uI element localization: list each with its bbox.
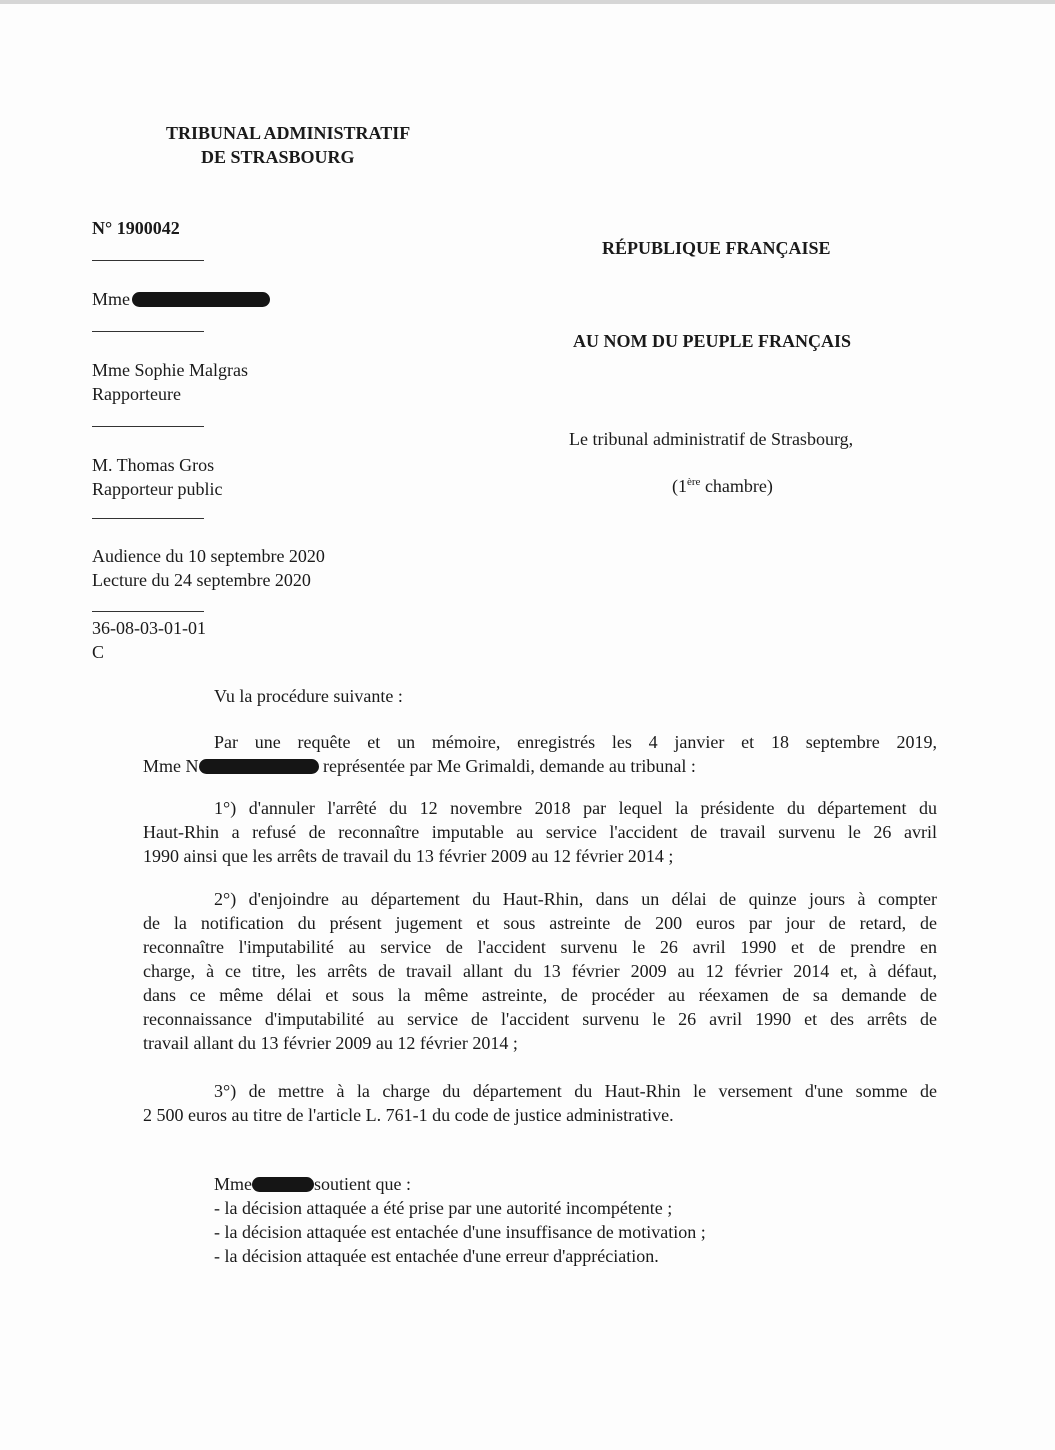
court-name-line1: TRIBUNAL ADMINISTRATIF <box>166 123 411 143</box>
request-line-1: Par une requête et un mémoire, enregistrés les 4 janvier et 18 septembre 2019, <box>214 732 937 752</box>
point-1-line: Haut-Rhin a refusé de reconnaître imputable au service l'accident de travail survenu le 26 avril <box>143 822 937 842</box>
chamber-open: (1 <box>672 476 687 496</box>
request-paragraph <box>143 730 937 778</box>
claims-prefix: Mme <box>214 1174 252 1194</box>
hearing-date: Audience du 10 septembre 2020 <box>92 546 325 566</box>
divider <box>92 260 204 261</box>
redaction-mark <box>199 759 319 774</box>
claims-suffix: soutient que : <box>314 1174 411 1194</box>
point-1-line: 1990 ainsi que les arrêts de travail du 13 février 2009 au 12 février 2014 ; <box>143 846 674 866</box>
divider <box>92 611 204 612</box>
claim-item: - la décision attaquée a été prise par une autorité incompétente ; <box>214 1198 673 1218</box>
republic-heading: RÉPUBLIQUE FRANÇAISE <box>602 238 831 258</box>
rapporteur-name: Mme Sophie Malgras <box>92 360 248 380</box>
scan-edge <box>0 0 1055 4</box>
chamber-line <box>672 474 773 498</box>
point-2-line: dans ce même délai et sous la même astreinte, de procéder au réexamen de sa demande de <box>143 985 937 1005</box>
procedure-title: Vu la procédure suivante : <box>214 686 403 706</box>
point-2-line: reconnaître l'imputabilité au service de l'accident survenu le 26 avril 1990 et de prendre en <box>143 937 937 957</box>
point-1-paragraph <box>143 796 937 868</box>
redaction-mark <box>252 1177 314 1192</box>
point-3-line: 2 500 euros au titre de l'article L. 761-1 du code de justice administrative. <box>143 1105 674 1125</box>
point-2-paragraph <box>143 887 937 1055</box>
chamber-close: chambre) <box>700 476 773 496</box>
case-number: N° 1900042 <box>92 218 180 238</box>
divider <box>92 426 204 427</box>
request-party-prefix: Mme N <box>143 756 199 776</box>
request-line-2 <box>143 754 937 778</box>
divider <box>92 331 204 332</box>
chamber-sup: ère <box>687 476 701 488</box>
classification-code: 36-08-03-01-01 <box>92 618 206 638</box>
redaction-mark <box>132 292 270 307</box>
people-heading: AU NOM DU PEUPLE FRANÇAIS <box>573 331 851 351</box>
point-3-line: 3°) de mettre à la charge du département du Haut-Rhin le versement d'une somme de <box>214 1081 937 1101</box>
claims-list <box>214 1196 706 1268</box>
point-2-line: charge, à ce titre, les arrêts de travail allant du 13 février 2009 au 12 février 2014 et, à défaut, <box>143 961 937 981</box>
party-line <box>92 287 270 311</box>
claim-item: - la décision attaquée est entachée d'une insuffisance de motivation ; <box>214 1222 706 1242</box>
reading-date: Lecture du 24 septembre 2020 <box>92 570 311 590</box>
court-name-line2: DE STRASBOURG <box>201 147 355 167</box>
claims-intro <box>214 1172 411 1196</box>
point-2-line: reconnaissance d'imputabilité au service de l'accident survenu le 26 avril 1990 et des arrêts de <box>143 1009 937 1029</box>
request-line-2-rest: représentée par Me Grimaldi, demande au tribunal : <box>318 756 696 776</box>
point-2-line: de la notification du présent jugement et sous astreinte de 200 euros par jour de retard, de <box>143 913 937 933</box>
point-2-line: travail allant du 13 février 2009 au 12 février 2014 ; <box>143 1033 518 1053</box>
party-prefix: Mme <box>92 289 130 309</box>
public-rapporteur-name: M. Thomas Gros <box>92 455 215 475</box>
point-3-paragraph <box>143 1079 937 1127</box>
public-rapporteur-role: Rapporteur public <box>92 479 223 499</box>
point-1-line: 1°) d'annuler l'arrêté du 12 novembre 2018 par lequel la présidente du département du <box>214 798 937 818</box>
claim-item: - la décision attaquée est entachée d'une erreur d'appréciation. <box>214 1246 659 1266</box>
rapporteur-role: Rapporteure <box>92 384 181 404</box>
divider <box>92 518 204 519</box>
tribunal-line: Le tribunal administratif de Strasbourg, <box>569 429 854 449</box>
classification-letter: C <box>92 642 105 662</box>
point-2-line: 2°) d'enjoindre au département du Haut-Rhin, dans un délai de quinze jours à compter <box>214 889 937 909</box>
